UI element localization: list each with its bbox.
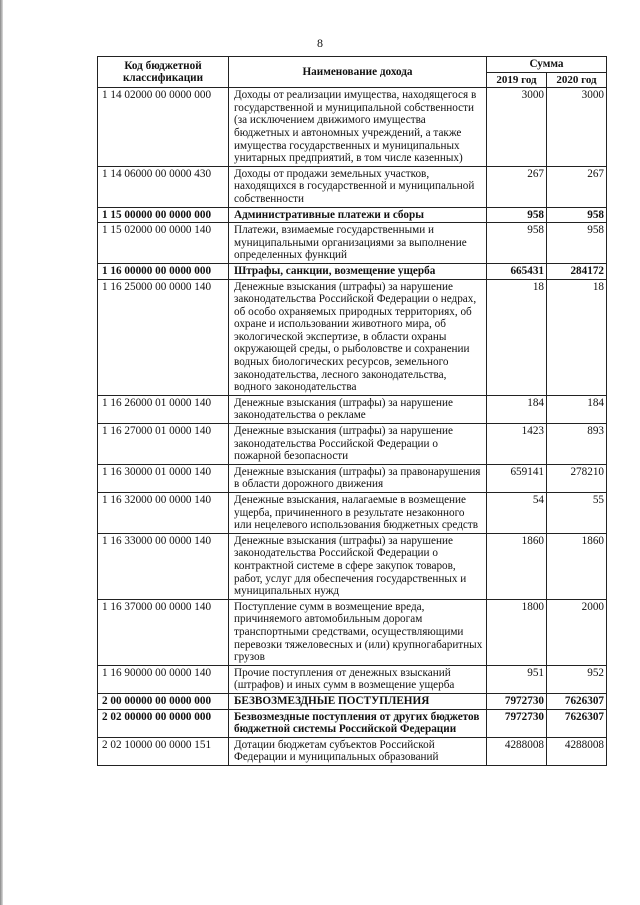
row-code: 1 15 02000 00 0000 140 [98,223,229,264]
row-value-2020: 952 [547,665,607,693]
table-row [98,533,607,599]
row-code: 2 02 00000 00 0000 000 [98,709,229,737]
row-name: Денежные взыскания (штрафы) за нарушение законодательства Российской Федерации о недрах, об особо охраняемых природных территориях, об охране и использовании животного мира, об экологической экспертизе, в области охраны окружающей среды, о рыболовстве и сохранении водных биологических ресурсов, земельного законодательства, лесного законодательства, водного законодательства [229,279,487,395]
row-code: 2 02 10000 00 0000 151 [98,737,229,765]
row-name: Денежные взыскания, налагаемые в возмещение ущерба, причиненного в результате незаконного или нецелевого использования бюджетных средств [229,493,487,534]
table-row [98,166,607,207]
row-name: БЕЗВОЗМЕЗДНЫЕ ПОСТУПЛЕНИЯ [229,693,487,709]
row-value-2019: 184 [487,395,547,423]
row-value-2019: 1860 [487,533,547,599]
row-value-2019: 7972730 [487,709,547,737]
table-row [98,737,607,765]
table-row [98,395,607,423]
row-value-2020: 278210 [547,464,607,492]
table-row [98,599,607,665]
row-value-2020: 284172 [547,263,607,279]
row-code: 1 14 06000 00 0000 430 [98,166,229,207]
row-code: 2 00 00000 00 0000 000 [98,693,229,709]
row-value-2019: 54 [487,493,547,534]
page-number: 8 [317,36,323,50]
row-name: Денежные взыскания (штрафы) за нарушение законодательства о рекламе [229,395,487,423]
table-row [98,464,607,492]
table-row [98,207,607,223]
row-value-2019: 1800 [487,599,547,665]
table-row [98,88,607,167]
row-code: 1 16 32000 00 0000 140 [98,493,229,534]
table-row [98,263,607,279]
row-value-2020: 1860 [547,533,607,599]
row-value-2019: 18 [487,279,547,395]
row-code: 1 16 26000 01 0000 140 [98,395,229,423]
row-value-2019: 7972730 [487,693,547,709]
table-body [98,88,607,766]
row-value-2019: 3000 [487,88,547,167]
row-value-2019: 1423 [487,424,547,465]
table-row [98,693,607,709]
header-year-2020: 2020 год [547,72,607,88]
row-value-2020: 18 [547,279,607,395]
row-code: 1 16 00000 00 0000 000 [98,263,229,279]
row-name: Доходы от продажи земельных участков, находящихся в государственной и муниципальной собственности [229,166,487,207]
table-row [98,424,607,465]
row-name: Доходы от реализации имущества, находящегося в государственной и муниципальной собственности (за исключением движимого имущества бюджетных и автономных учреждений, а также имущества государственных и муниципальных унитарных предприятий, в том числе казенных) [229,88,487,167]
row-value-2019: 958 [487,207,547,223]
row-name: Прочие поступления от денежных взысканий (штрафов) и иных сумм в возмещение ущерба [229,665,487,693]
row-code: 1 14 02000 00 0000 000 [98,88,229,167]
row-value-2019: 4288008 [487,737,547,765]
table-row [98,279,607,395]
row-code: 1 15 00000 00 0000 000 [98,207,229,223]
row-value-2020: 958 [547,223,607,264]
revenue-table [97,56,607,766]
table-row [98,223,607,264]
header-code: Код бюджетной классификации [98,57,229,88]
row-value-2019: 267 [487,166,547,207]
row-name: Платежи, взимаемые государственными и муниципальными организациями за выполнение определенных функций [229,223,487,264]
row-value-2020: 267 [547,166,607,207]
row-name: Штрафы, санкции, возмещение ущерба [229,263,487,279]
table-row [98,709,607,737]
row-code: 1 16 37000 00 0000 140 [98,599,229,665]
row-value-2020: 3000 [547,88,607,167]
row-value-2019: 958 [487,223,547,264]
row-name: Денежные взыскания (штрафы) за нарушение законодательства Российской Федерации о контрактной системе в сфере закупок товаров, работ, услуг для обеспечения государственных и муниципальных нужд [229,533,487,599]
scan-edge [0,0,3,905]
row-value-2020: 55 [547,493,607,534]
row-value-2020: 7626307 [547,709,607,737]
table-row [98,493,607,534]
row-value-2020: 958 [547,207,607,223]
row-name: Безвозмездные поступления от других бюджетов бюджетной системы Российской Федерации [229,709,487,737]
row-value-2019: 665431 [487,263,547,279]
row-code: 1 16 27000 01 0000 140 [98,424,229,465]
row-value-2019: 951 [487,665,547,693]
row-value-2020: 893 [547,424,607,465]
header-name: Наименование дохода [229,57,487,88]
header-year-2019: 2019 год [487,72,547,88]
row-code: 1 16 90000 00 0000 140 [98,665,229,693]
row-name: Поступление сумм в возмещение вреда, причиняемого автомобильным дорогам транспортными средствами, осуществляющими перевозки тяжеловесных и (или) крупногабаритных грузов [229,599,487,665]
row-code: 1 16 33000 00 0000 140 [98,533,229,599]
row-code: 1 16 30000 01 0000 140 [98,464,229,492]
row-value-2020: 4288008 [547,737,607,765]
table-row [98,665,607,693]
row-name: Денежные взыскания (штрафы) за нарушение законодательства Российской Федерации о пожарной безопасности [229,424,487,465]
row-value-2020: 2000 [547,599,607,665]
row-value-2020: 184 [547,395,607,423]
row-name: Денежные взыскания (штрафы) за правонарушения в области дорожного движения [229,464,487,492]
row-name: Дотации бюджетам субъектов Российской Федерации и муниципальных образований [229,737,487,765]
row-value-2020: 7626307 [547,693,607,709]
row-code: 1 16 25000 00 0000 140 [98,279,229,395]
header-sum: Сумма [487,57,607,73]
row-name: Административные платежи и сборы [229,207,487,223]
row-value-2019: 659141 [487,464,547,492]
